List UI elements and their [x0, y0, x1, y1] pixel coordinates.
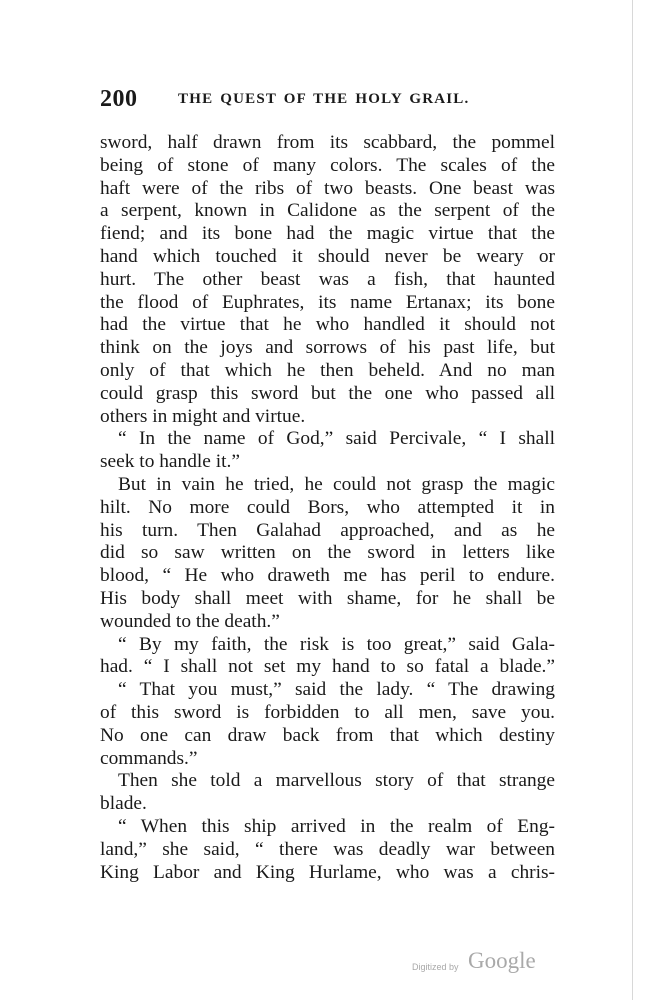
watermark-brand-logo: Google — [468, 948, 536, 973]
text-line: Then she told a marvellous story of that strange — [118, 770, 555, 792]
page-number: 200 — [100, 86, 138, 112]
text-line: a serpent, known in Calidone as the serpent of the — [100, 200, 555, 222]
text-line: blade. — [100, 793, 147, 815]
text-line: seek to handle it.” — [100, 451, 240, 473]
text-line: land,” she said, “ there was deadly war between — [100, 838, 555, 860]
text-line: fiend; and its bone had the magic virtue that the — [100, 223, 555, 245]
text-line: sword, half drawn from its scabbard, the pommel — [100, 132, 555, 153]
text-line: think on the joys and sorrows of his past life, but — [100, 337, 555, 359]
text-line: had the virtue that he who handled it should not — [100, 314, 555, 336]
text-line: blood, “ He who draweth me has peril to endure. — [100, 565, 555, 587]
text-line: No one can draw back from that which destiny — [100, 724, 555, 746]
text-line: could grasp this sword but the one who passed all — [100, 382, 555, 404]
text-line: King Labor and King Hurlame, who was a chris- — [100, 861, 555, 883]
text-line: hilt. No more could Bors, who attempted it in — [100, 496, 555, 518]
text-line: had. “ I shall not set my hand to so fatal a blade.” — [100, 656, 555, 678]
page-edge-line — [632, 0, 633, 1000]
text-line: “ When this ship arrived in the realm of Eng- — [118, 815, 555, 837]
text-line: hand which touched it should never be weary or — [100, 245, 555, 267]
text-line: commands.” — [100, 747, 198, 769]
text-line: only of that which he then beheld. And no man — [100, 359, 555, 381]
text-line: others in might and virtue. — [100, 405, 306, 427]
digitized-watermark — [412, 948, 552, 978]
text-line: “ In the name of God,” said Percivale, “ I shall — [118, 428, 555, 450]
text-line: His body shall meet with shame, for he shall be — [100, 587, 555, 609]
text-line: his turn. Then Galahad approached, and as he — [100, 519, 555, 541]
running-title: THE QUEST OF THE HOLY GRAIL. — [178, 91, 470, 107]
text-line: being of stone of many colors. The scales of the — [100, 154, 555, 176]
page-header — [100, 84, 560, 114]
text-line: But in vain he tried, he could not grasp the magic — [118, 473, 555, 495]
text-line: wounded to the death.” — [100, 610, 280, 632]
text-line: “ That you must,” said the lady. “ The drawing — [118, 679, 555, 701]
watermark-prefix: Digitized by — [412, 962, 459, 972]
text-line: did so saw written on the sword in letters like — [100, 542, 555, 564]
body-text — [100, 132, 555, 884]
text-line: of this sword is forbidden to all men, save you. — [100, 701, 555, 723]
text-line: “ By my faith, the risk is too great,” said Gala- — [118, 633, 555, 655]
text-line: haft were of the ribs of two beasts. One beast was — [100, 177, 555, 199]
text-line: hurt. The other beast was a fish, that haunted — [100, 268, 555, 290]
text-line: the flood of Euphrates, its name Ertanax; its bone — [100, 291, 555, 313]
